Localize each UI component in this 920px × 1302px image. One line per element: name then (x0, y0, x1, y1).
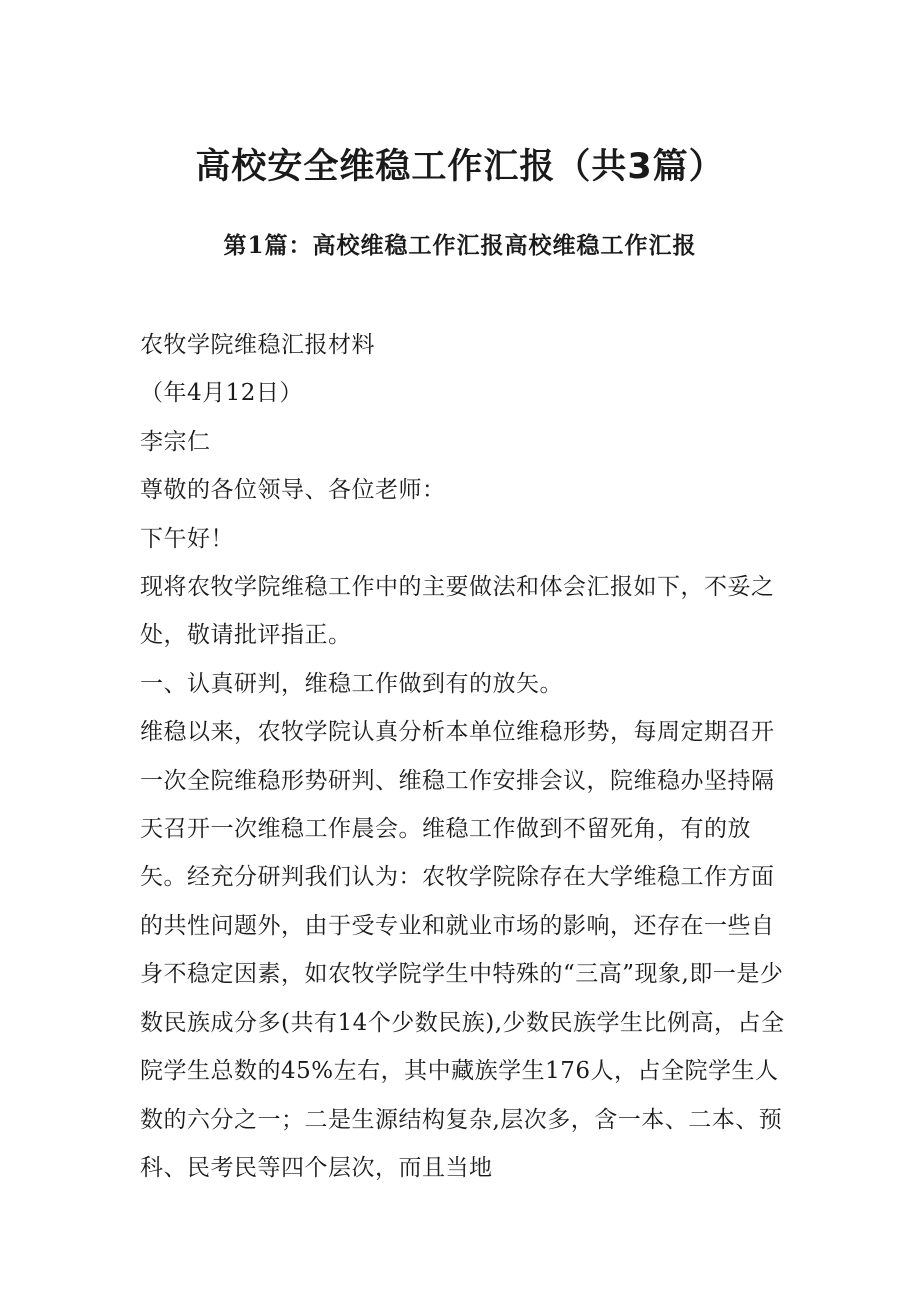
document-body (140, 321, 785, 1192)
paragraph-author: 李宗仁 (140, 428, 211, 455)
paragraph-date: （年4月12日） (140, 380, 303, 407)
paragraph-salutation: 尊敬的各位领导、各位老师： (140, 477, 446, 504)
paragraph-section-heading: 一、认真研判，维稳工作做到有的放矢。 (140, 670, 563, 697)
paragraph-material-title: 农牧学院维稳汇报材料 (140, 332, 375, 358)
document-subtitle: 第1篇：高校维稳工作汇报高校维稳工作汇报 (223, 232, 697, 259)
paragraph-intro: 现将农牧学院维稳工作中的主要做法和体会汇报如下，不妥之处，敬请批评指正。 (140, 574, 775, 649)
paragraph-body-text: 维稳以来，农牧学院认真分析本单位维稳形势，每周定期召开一次全院维稳形势研判、维稳工作安排会议，院维稳办坚持隔天召开一次维稳工作晨会。维稳工作做到不留死角，有的放矢。经充分研判我们认为：农牧学院除存在大学维稳工作方面的共性问题外，由于受专业和就业市场的影响，还存在一些自身不稳定因素，如农牧学院学生中特殊的“三高”现象,即一是少数民族成分多(共有14个少数民族),少数民族学生比例高，占全院学生总数的45%左右，其中藏族学生176人，占全院学生人数的六分之一；二是生源结构复杂,层次多，含一本、二本、预科、民考民等四个层次，而且当地 (140, 719, 785, 1181)
document-title: 高校安全维稳工作汇报（共3篇） (195, 147, 725, 187)
paragraph-greeting: 下午好！ (140, 525, 234, 552)
